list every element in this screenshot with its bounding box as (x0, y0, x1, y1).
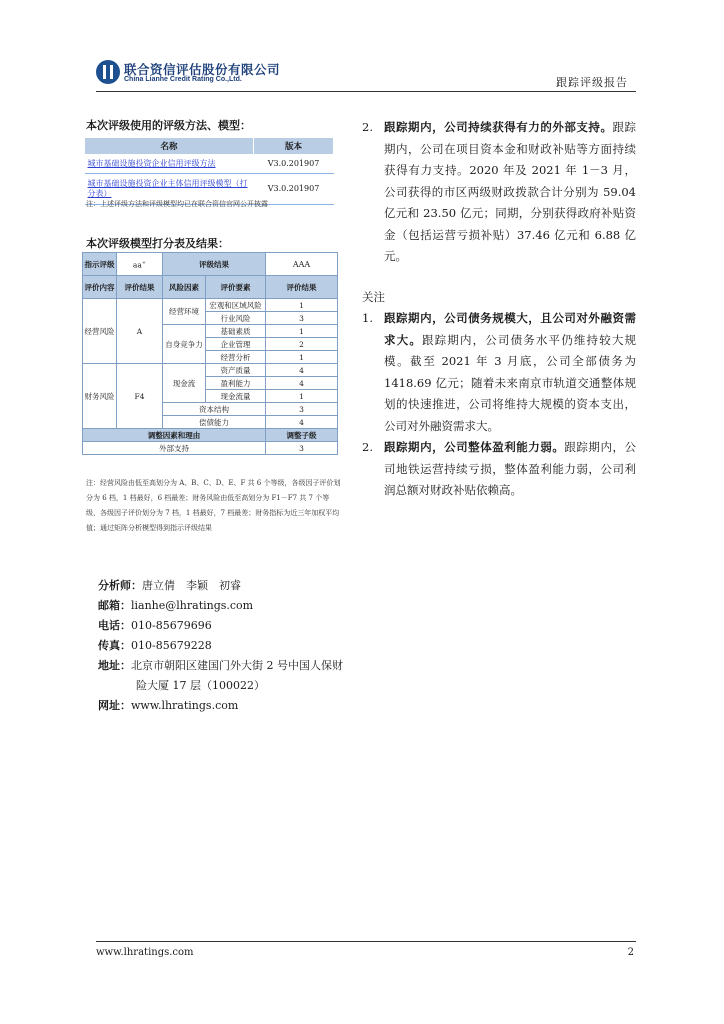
report-type: 跟踪评级报告 (556, 76, 628, 89)
adjustment-header: 调整因素和理由 (83, 429, 266, 442)
model-version: V3.0.201907 (254, 174, 334, 205)
page-number: 2 (627, 947, 634, 958)
company-name-en: China Lianhe Credit Rating Co.,Ltd. (124, 76, 242, 83)
address-line-2: 险大厦 17 层（100022） (136, 679, 265, 692)
element-name: 经营分析 (206, 351, 266, 364)
company-logo-icon (96, 60, 120, 84)
analysts-line: 分析师：唐立倩 李颖 初睿 (98, 579, 241, 592)
model-link[interactable]: 城市基础设施投资企业主体信用评级模型（打分表） (85, 174, 254, 205)
eval-content-header: 评价内容 (83, 276, 117, 299)
risk-factor-header: 风险因素 (163, 276, 206, 299)
element-score: 1 (266, 390, 338, 403)
table-row (83, 442, 338, 455)
methods-note: 注：上述评级方法和评级模型均已在联合资信官网公开披露 (86, 200, 268, 208)
scorecard-table (82, 252, 338, 455)
table-row (83, 299, 338, 312)
adjustment-notch-header: 调整子级 (266, 429, 338, 442)
rating-result-value: AAA (266, 253, 338, 276)
cashflow-label: 现金流 (163, 364, 206, 403)
col-version-header: 版本 (254, 138, 334, 155)
element-name: 资产质量 (206, 364, 266, 377)
operating-risk-result: A (117, 299, 163, 364)
method-link[interactable]: 城市基础设施投资企业信用评级方法 (85, 155, 254, 174)
email-line: 邮箱：lianhe@lhratings.com (98, 599, 254, 612)
methods-title: 本次评级使用的评级方法、模型： (86, 119, 251, 132)
table-row (85, 155, 334, 174)
element-score: 4 (266, 416, 338, 429)
element-name: 盈利能力 (206, 377, 266, 390)
element-score: 2 (266, 338, 338, 351)
company-name-cn: 联合资信评估股份有限公司 (124, 62, 281, 77)
element-score-header: 评价结果 (266, 276, 338, 299)
support-item: 2. 跟踪期内，公司持续获得有力的外部支持。跟踪期内，公司在项目资本金和财政补贴等方面持续获得有力支持。2020 年及 2021 年 1－3 月，公司获得的市区两级财政拨款合计分别为 59.04 亿元和 23.50 亿元；同期，分别获得政府补贴资金（包括运营亏损补贴）37.46 亿元和 6.88 亿元。 (362, 120, 637, 263)
indicative-rating-label: 指示评级 (83, 253, 117, 276)
eval-result-header: 评价结果 (117, 276, 163, 299)
element-name: 现金流量 (206, 390, 266, 403)
fax-line: 传真：010-85679228 (98, 639, 212, 652)
website-line: 网址：www.lhratings.com (98, 699, 239, 712)
financial-risk-label: 财务风险 (83, 364, 117, 429)
element-score: 3 (266, 403, 338, 416)
methods-table (84, 137, 334, 205)
element-name: 资本结构 (163, 403, 266, 416)
scorecard-note: 注：经营风险由低至高划分为 A、B、C、D、E、F 共 6 个等级，各级因子评价划分为 6 档，1 档最好，6 档最差；财务风险由低至高划分为 F1－F7 共 7 个等级，各级因子评价划分为 7 档，1 档最好，7 档最差；财务指标为近三年加权平均值；通过矩阵分析模型得到指示评级结果 (86, 479, 341, 532)
footer-website[interactable]: www.lhratings.com (96, 947, 194, 958)
element-name: 宏观和区域风险 (206, 299, 266, 312)
operating-risk-label: 经营风险 (83, 299, 117, 364)
col-name-header: 名称 (85, 138, 254, 155)
scorecard-title: 本次评级模型打分表及结果： (86, 237, 229, 250)
website-link[interactable]: www.lhratings.com (131, 699, 239, 712)
element-score: 1 (266, 351, 338, 364)
header-divider (96, 91, 636, 92)
eval-element-header: 评价要素 (206, 276, 266, 299)
concerns-title: 关注 (362, 289, 385, 304)
competitiveness-label: 自身竞争力 (163, 325, 206, 364)
element-score: 3 (266, 312, 338, 325)
adjustment-value: 3 (266, 442, 338, 455)
element-name: 基础素质 (206, 325, 266, 338)
right-column (362, 117, 636, 502)
financial-risk-result: F4 (117, 364, 163, 429)
element-name: 偿债能力 (163, 416, 266, 429)
element-score: 1 (266, 299, 338, 312)
element-score: 4 (266, 377, 338, 390)
table-row (83, 364, 338, 377)
address-line: 地址：北京市朝阳区建国门外大街 2 号中国人保财 (98, 659, 343, 672)
adjustment-factor: 外部支持 (83, 442, 266, 455)
operating-env-label: 经营环境 (163, 299, 206, 325)
concern-item: 1. 跟踪期内，公司债务规模大，且公司对外融资需求大。跟踪期内，公司债务水平仍维持较大规模。截至 2021 年 3 月底，公司全部债务为 1418.69 亿元；随着未来南京市轨道交通整体规划的快速推进，公司将维持大规模的资本支出，公司对外融资需求大。 (362, 311, 637, 433)
indicative-rating-value: aa+ (117, 253, 163, 276)
element-score: 1 (266, 325, 338, 338)
rating-result-label: 评级结果 (163, 253, 266, 276)
method-version: V3.0.201907 (254, 155, 334, 174)
phone-line: 电话：010-85679696 (98, 619, 212, 632)
email-link[interactable]: lianhe@lhratings.com (131, 599, 254, 612)
element-name: 企业管理 (206, 338, 266, 351)
element-name: 行业风险 (206, 312, 266, 325)
concern-item: 2. 跟踪期内，公司整体盈利能力弱。跟踪期内，公司地铁运营持续亏损，整体盈利能力弱，公司利润总额对财政补贴依赖高。 (362, 440, 636, 497)
footer-divider (96, 941, 636, 942)
element-score: 4 (266, 364, 338, 377)
contact-block (98, 576, 358, 716)
